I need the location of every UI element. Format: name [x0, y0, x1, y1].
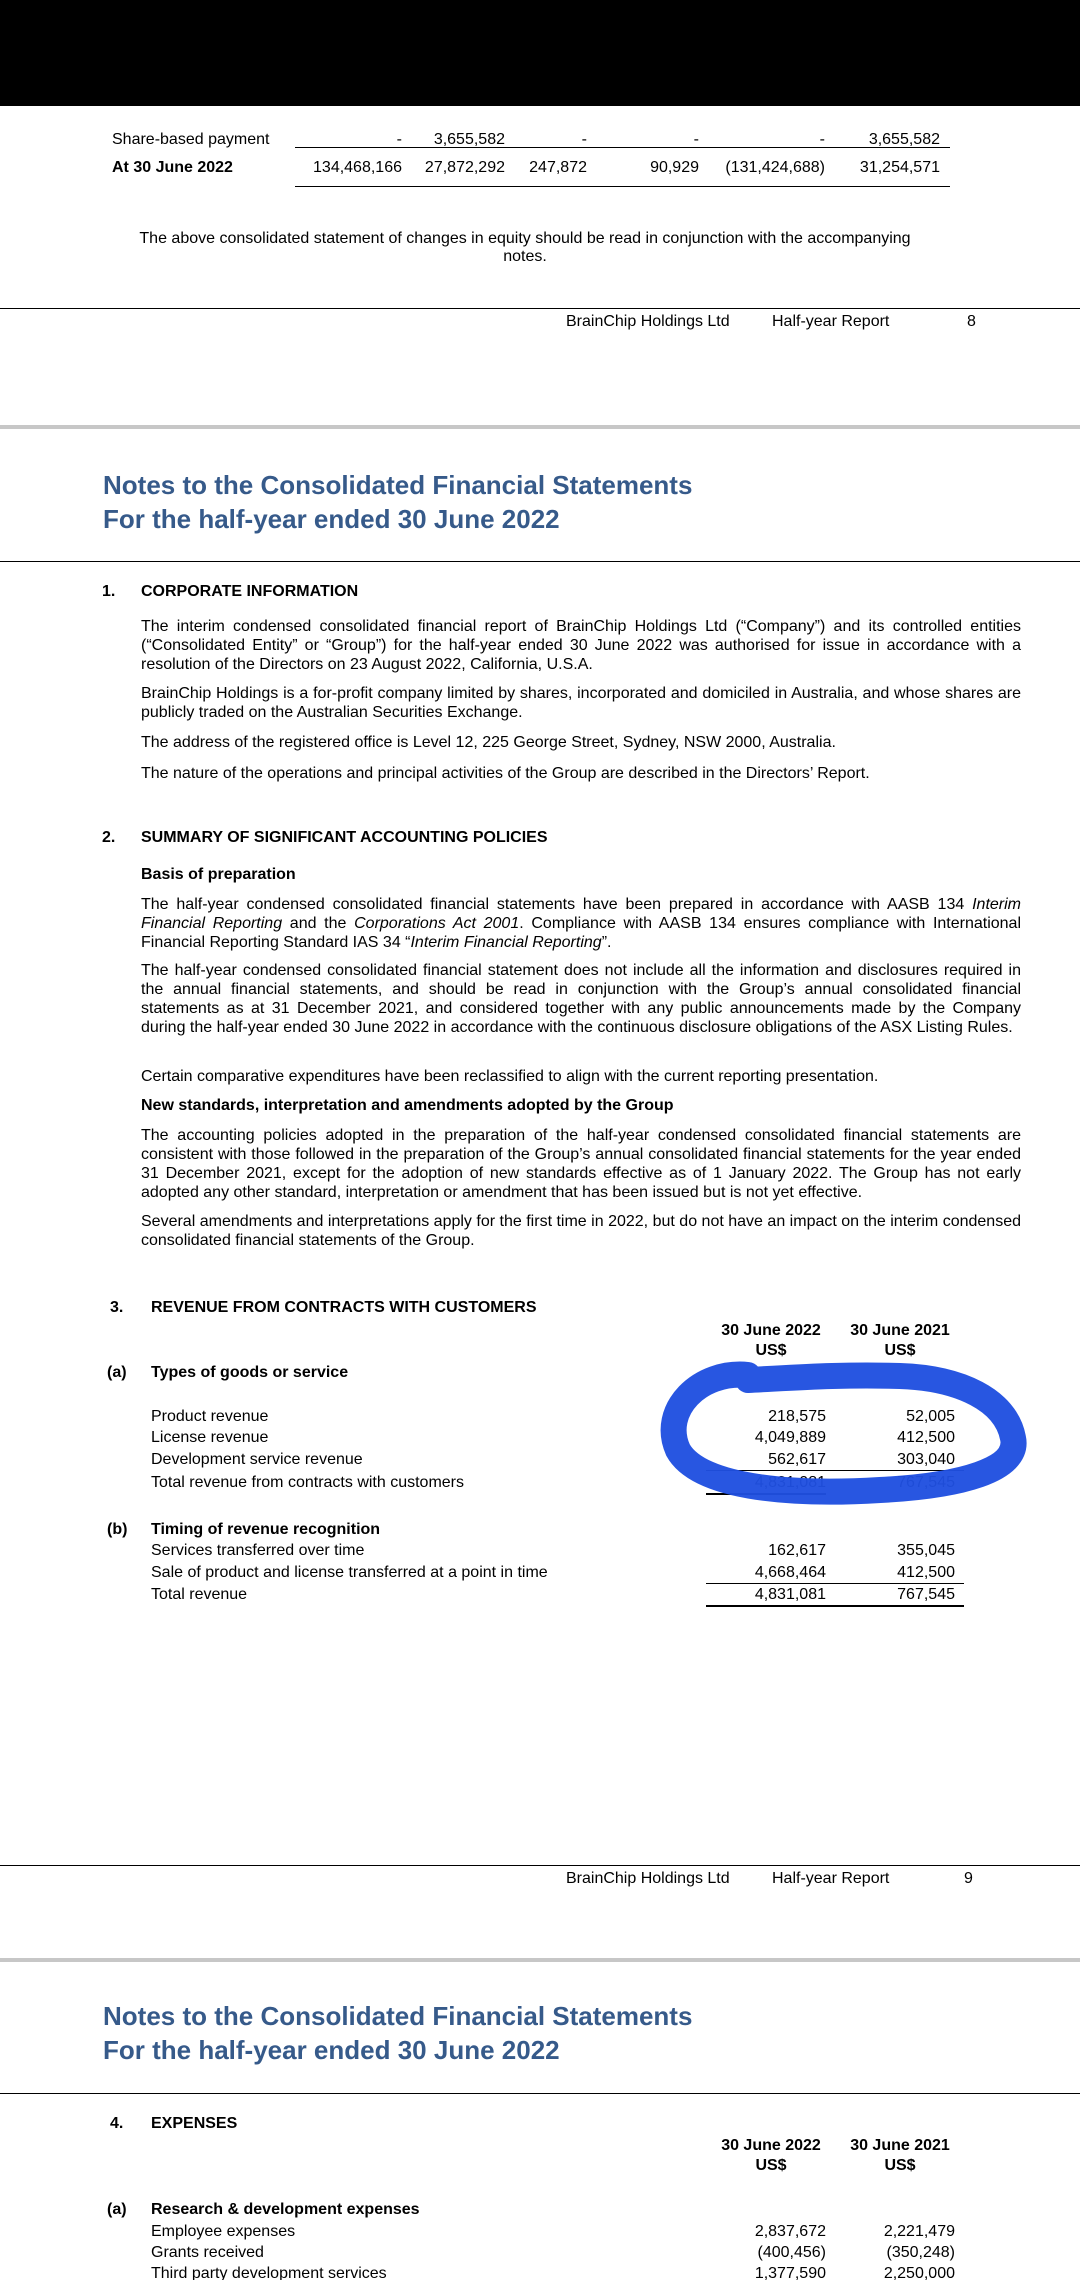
table-cell: 4,049,889: [754, 1429, 826, 1446]
table-rule: [706, 1605, 964, 1607]
page-separator: [0, 1958, 1080, 1962]
header-rule: [0, 561, 1080, 562]
column-header: US$: [755, 2157, 787, 2174]
section-heading: REVENUE FROM CONTRACTS WITH CUSTOMERS: [151, 1299, 537, 1316]
paragraph: Certain comparative expenditures have been reclassified to align with the current reporting presentation.: [141, 1068, 879, 1085]
table-cell: 4,668,464: [754, 1564, 826, 1581]
column-header: US$: [884, 2157, 916, 2174]
equity-cell: 31,254,571: [859, 159, 940, 176]
subsection-label: (a): [107, 2201, 127, 2218]
equity-note: The above consolidated statement of changes in equity should be read in conjunction with the accompanying: [139, 230, 911, 247]
text-run-italic: Interim Financial Reporting: [141, 896, 1021, 932]
table-cell: 4,831,081: [754, 1586, 826, 1603]
subsection-heading: Timing of revenue recognition: [151, 1521, 381, 1538]
section-heading: EXPENSES: [151, 2115, 238, 2132]
section-number: 2.: [102, 829, 116, 846]
equity-cell: 3,655,582: [433, 131, 505, 148]
equity-cell: -: [819, 131, 825, 148]
section-heading: CORPORATE INFORMATION: [141, 583, 359, 600]
column-header: US$: [884, 1342, 916, 1359]
paragraph: [141, 895, 1021, 952]
table-cell: 4,831,081: [754, 1474, 826, 1491]
equity-cell: (131,424,688): [725, 159, 825, 176]
table-cell: 355,045: [897, 1542, 955, 1559]
table-cell: 218,575: [768, 1408, 826, 1425]
subsection-heading: Research & development expenses: [151, 2201, 420, 2218]
footer-company: BrainChip Holdings Ltd: [566, 1870, 730, 1887]
page-title: Notes to the Consolidated Financial Statements: [103, 470, 693, 500]
equity-row-label: Share-based payment: [112, 131, 270, 148]
section-heading: SUMMARY OF SIGNIFICANT ACCOUNTING POLICIES: [141, 829, 548, 846]
table-cell: 412,500: [897, 1564, 955, 1581]
table-row-label: Grants received: [151, 2244, 264, 2261]
equity-total-label: At 30 June 2022: [112, 159, 233, 176]
subsection-label: (b): [107, 1521, 128, 1538]
subsection-label: (a): [107, 1364, 127, 1381]
paragraph: BrainChip Holdings is a for-profit company limited by shares, incorporated and domiciled in Australia, and whose shares are publicly traded on the Australian Securities Exchange.: [141, 685, 1021, 721]
footer-report: Half-year Report: [772, 313, 890, 330]
paragraph: The address of the registered office is Level 12, 225 George Street, Sydney, NSW 2000, Australia.: [141, 734, 836, 751]
table-row-label: License revenue: [151, 1429, 269, 1446]
table-cell: 767,545: [897, 1474, 955, 1491]
table-rule: [706, 1583, 964, 1584]
text-run-italic: Corporations Act 2001: [354, 915, 520, 932]
table-cell: 2,250,000: [883, 2265, 955, 2280]
table-cell: 52,005: [906, 1408, 955, 1425]
equity-cell: -: [581, 131, 587, 148]
section-number: 3.: [110, 1299, 124, 1316]
subheading: New standards, interpretation and amendments adopted by the Group: [141, 1097, 674, 1114]
subsection-heading: Types of goods or service: [151, 1364, 349, 1381]
footer-page-number: 9: [964, 1870, 973, 1887]
paragraph: Several amendments and interpretations apply for the first time in 2022, but do not have an impact on the interim condensed consolidated financial statements of the Group.: [141, 1213, 1021, 1249]
table-rule: [706, 1470, 964, 1471]
text-run: . Compliance with AASB 134 ensures compliance with International Financial Reporting Standard IAS 34 “: [141, 915, 1022, 951]
equity-cell: 3,655,582: [868, 131, 940, 148]
paragraph: The half-year condensed consolidated financial statement does not include all the information and disclosures required in the annual financial statements, and should be read in conjunction with the Group’s annual consolidated financial statements as at 31 December 2021, and considered together with any public announcements made by the Company during the half-year ended 30 June 2022 in accordance with the continuous disclosure obligations of the ASX Listing Rules.: [141, 962, 1021, 1036]
paragraph: The accounting policies adopted in the preparation of the half-year condensed consolidated financial statements are consistent with those followed in the preparation of the Group’s annual consolidated financial statements for the year ended 31 December 2021, except for the adoption of new standards effective as of 1 January 2022. The Group has not early adopted any other standard, interpretation or amendment that has been issued but is not yet effective.: [141, 1127, 1021, 1201]
equity-cell: 27,872,292: [424, 159, 505, 176]
table-row-label: Product revenue: [151, 1408, 269, 1425]
table-row-label: Services transferred over time: [151, 1542, 365, 1559]
table-rule: [706, 1493, 826, 1495]
equity-cell: -: [693, 131, 699, 148]
table-row-label: Development service revenue: [151, 1451, 363, 1468]
column-header: 30 June 2021: [850, 2137, 950, 2154]
table-row-label: Third party development services: [151, 2265, 387, 2280]
page-subtitle: For the half-year ended 30 June 2022: [103, 504, 560, 534]
table-row-label: Employee expenses: [151, 2223, 296, 2240]
header-rule: [0, 2093, 1080, 2094]
table-cell: 2,837,672: [754, 2223, 826, 2240]
text-run: The half-year condensed consolidated financial statements have been prepared in accordance with AASB 134: [141, 896, 973, 913]
table-cell: 412,500: [897, 1429, 955, 1446]
column-header: 30 June 2022: [721, 2137, 821, 2154]
text-run-italic: Interim Financial Reporting: [410, 934, 602, 951]
text-run: ”.: [601, 934, 612, 951]
footer-rule: [0, 308, 1080, 309]
equity-note: notes.: [503, 248, 547, 265]
page-separator: [0, 425, 1080, 429]
table-cell: (350,248): [886, 2244, 955, 2261]
table-total-label: Total revenue from contracts with customers: [151, 1474, 465, 1491]
text-run: and the: [282, 915, 355, 932]
footer-page-number: 8: [967, 313, 976, 330]
table-total-label: Total revenue: [151, 1586, 248, 1603]
equity-cell: -: [396, 131, 402, 148]
subheading: Basis of preparation: [141, 866, 296, 883]
column-header: US$: [755, 1342, 787, 1359]
paragraph: The interim condensed consolidated financial report of BrainChip Holdings Ltd (“Company”) and its controlled entities (“Consolidated Entity” or “Group”) for the half-year ended 30 June 2022 was authorised for issue in accordance with a resolution of the Directors on 23 August 2022, California, U.S.A.: [141, 618, 1021, 673]
section-number: 1.: [102, 583, 116, 600]
paragraph: The nature of the operations and principal activities of the Group are described in the Directors’ Report.: [141, 765, 870, 782]
column-header: 30 June 2022: [721, 1322, 821, 1339]
page-title: Notes to the Consolidated Financial Statements: [103, 2001, 693, 2031]
table-cell: 303,040: [897, 1451, 955, 1468]
top-black-bar: [0, 0, 1080, 106]
footer-report: Half-year Report: [772, 1870, 890, 1887]
footer-company: BrainChip Holdings Ltd: [566, 313, 730, 330]
equity-cell: 134,468,166: [313, 159, 402, 176]
table-row-label: Sale of product and license transferred at a point in time: [151, 1564, 548, 1581]
page-subtitle: For the half-year ended 30 June 2022: [103, 2035, 560, 2065]
column-header: 30 June 2021: [850, 1322, 950, 1339]
equity-cell: 247,872: [529, 159, 587, 176]
table-cell: 1,377,590: [754, 2265, 826, 2280]
table-cell: 767,545: [897, 1586, 955, 1603]
section-number: 4.: [110, 2115, 124, 2132]
table-rule: [295, 186, 950, 187]
table-rule: [295, 147, 950, 148]
equity-cell: 90,929: [650, 159, 699, 176]
table-cell: 2,221,479: [883, 2223, 955, 2240]
footer-rule: [0, 1865, 1080, 1866]
table-cell: 162,617: [768, 1542, 826, 1559]
table-cell: (400,456): [757, 2244, 826, 2261]
table-cell: 562,617: [768, 1451, 826, 1468]
